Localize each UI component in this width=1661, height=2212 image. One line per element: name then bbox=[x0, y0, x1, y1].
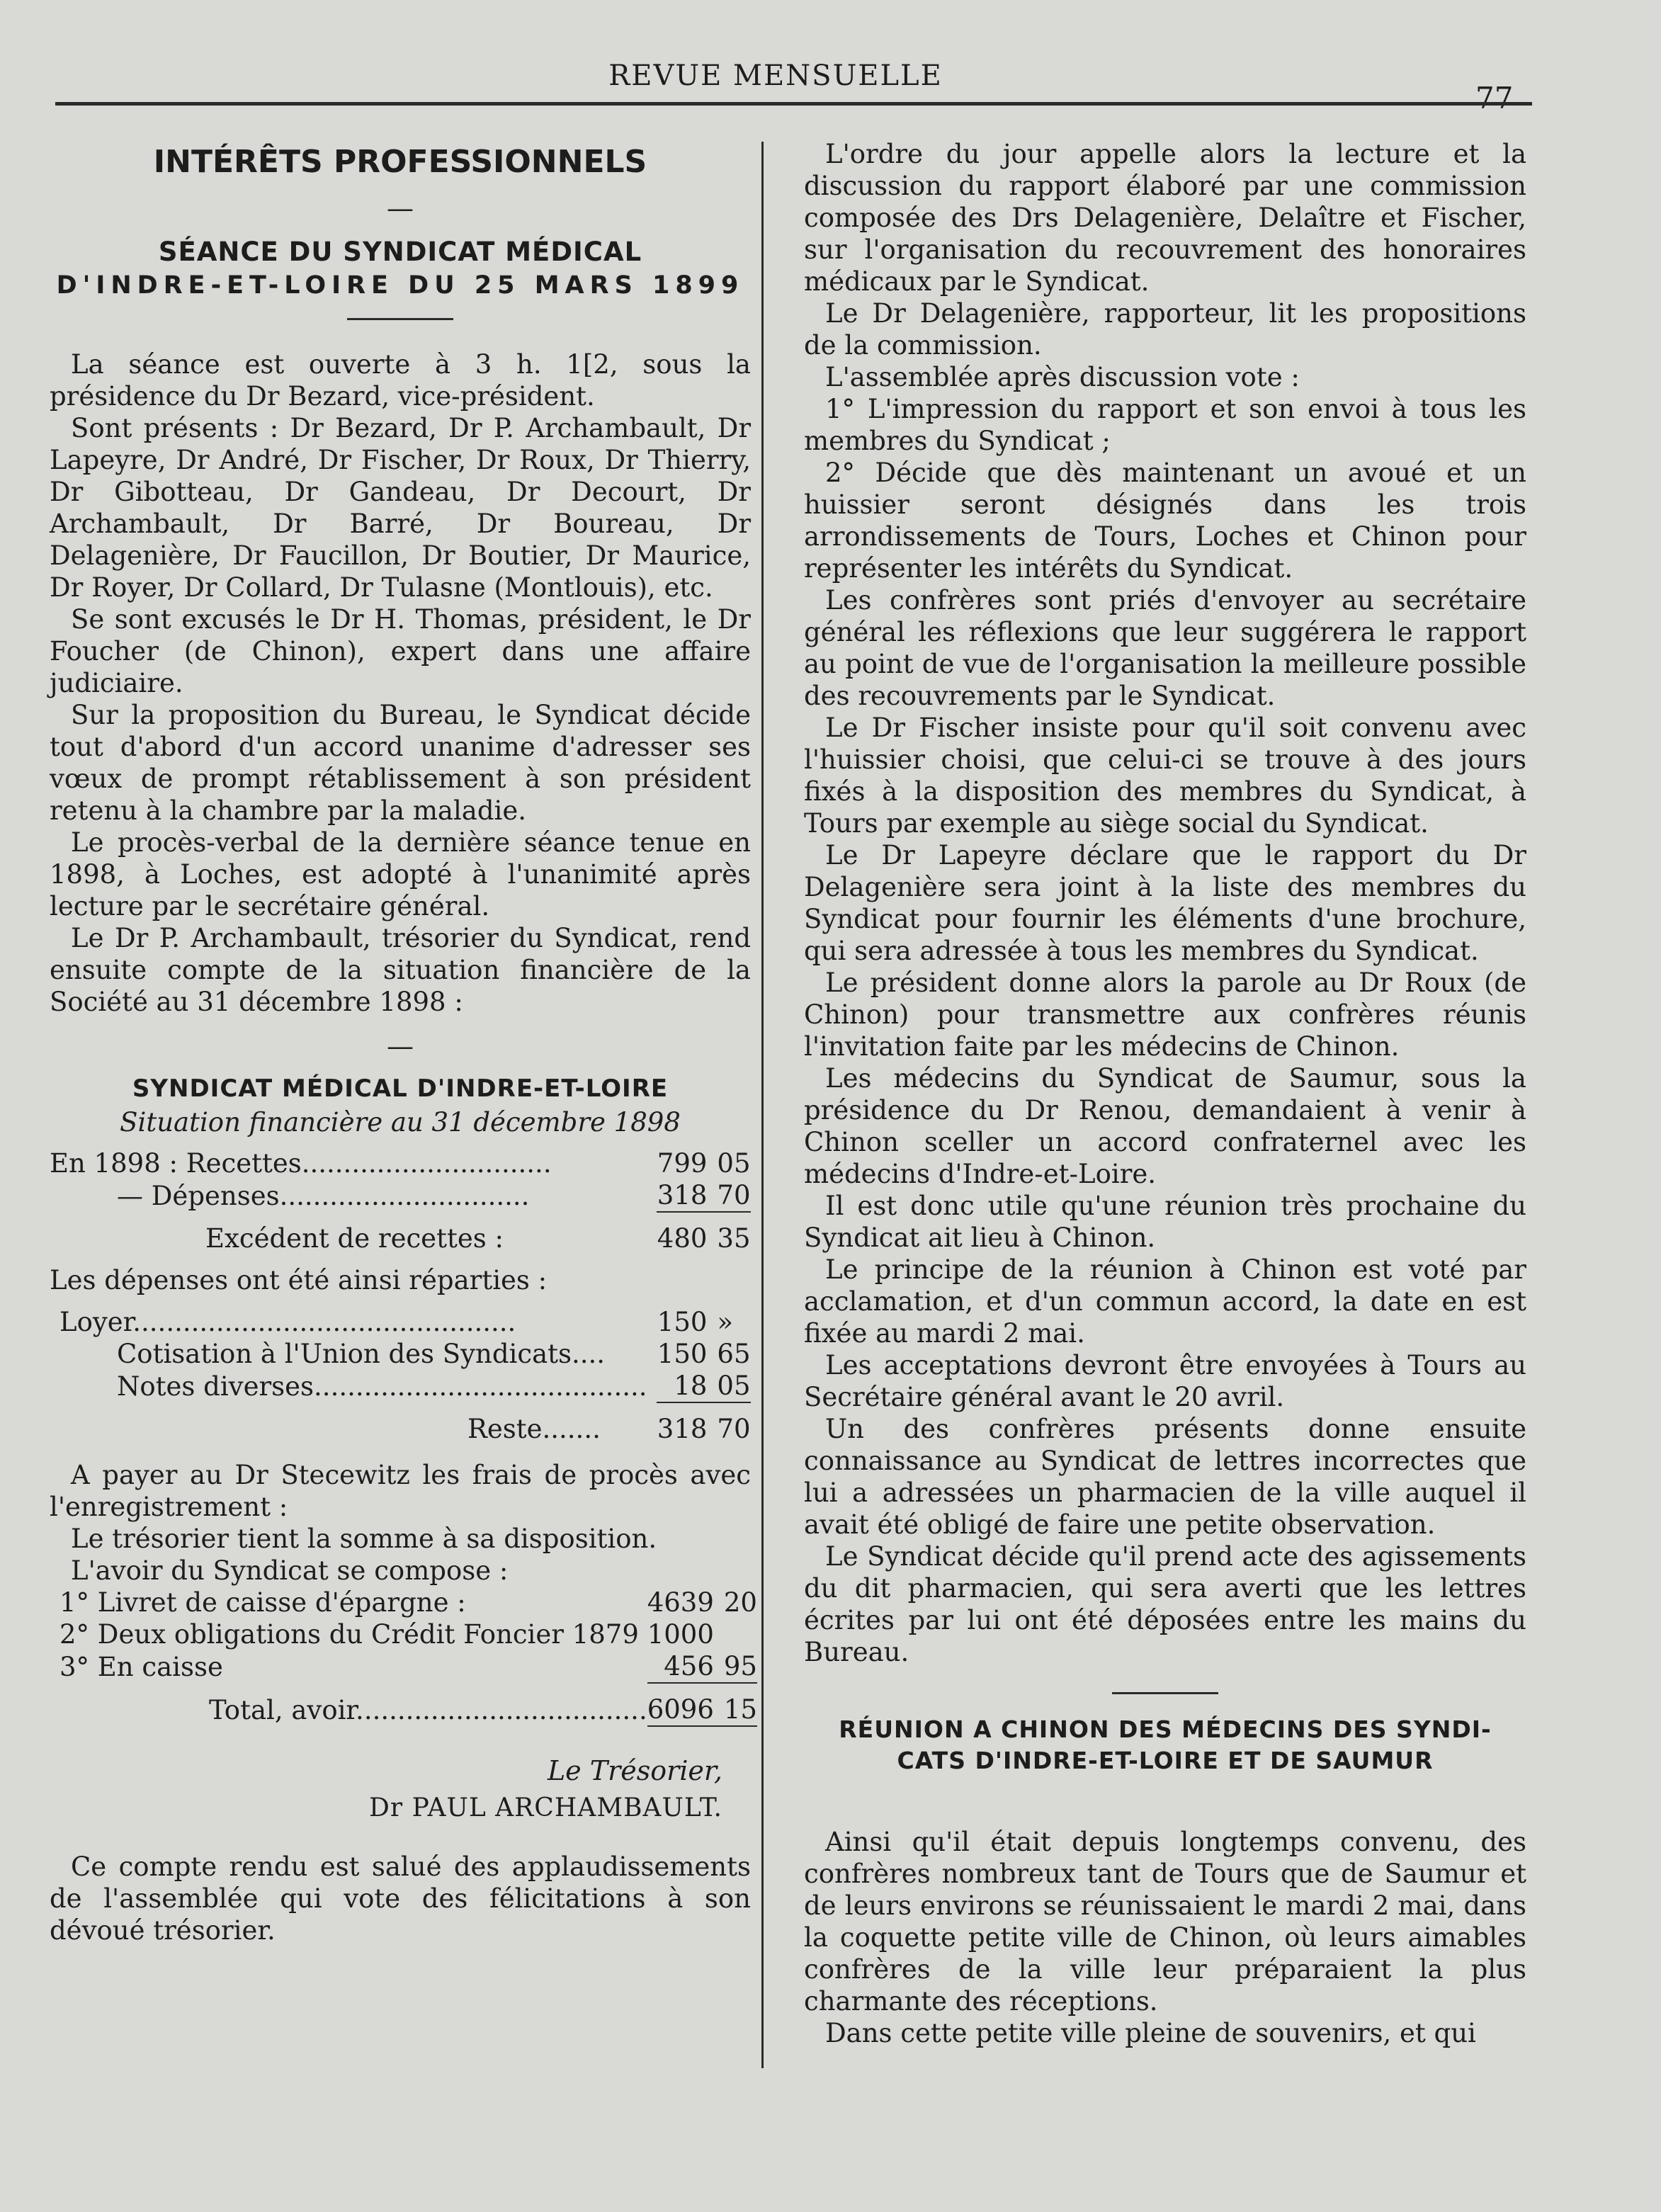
table-row bbox=[50, 1413, 751, 1445]
paragraph: A payer au Dr Stecewitz les frais de procès avec l'enregistrement : bbox=[50, 1460, 751, 1522]
signature-role: Le Trésorier, bbox=[547, 1755, 722, 1786]
paragraph: L'assemblée après discussion vote : bbox=[825, 362, 1300, 392]
caisse-francs: 456 bbox=[647, 1650, 724, 1683]
total-francs: 6096 bbox=[647, 1694, 724, 1726]
caisse-centimes: 95 bbox=[723, 1651, 757, 1681]
right-column bbox=[804, 138, 1526, 2049]
reunion-heading-line-1: RÉUNION A CHINON DES MÉDECINS DES SYNDI- bbox=[839, 1715, 1492, 1743]
recettes-label: En 1898 : Recettes.............................. bbox=[50, 1148, 552, 1179]
paragraph: Ainsi qu'il était depuis longtemps convenu, des confrères nombreux tant de Tours que de Saumur et de leurs environs se réunissaient le mardi 2 mai, dans la coquette petite ville de Chinon, où leurs aimables confrères de la ville leur préparaient la plus charmante des réceptions. bbox=[804, 1827, 1526, 2017]
paragraph: Le président donne alors la parole au Dr Roux (de Chinon) pour transmettre aux confrères réunis l'invitation faite par les médecins de Chinon. bbox=[804, 968, 1526, 1062]
title-dash: — bbox=[387, 193, 414, 224]
syndicat-heading: SYNDICAT MÉDICAL D'INDRE-ET-LOIRE bbox=[132, 1074, 669, 1103]
depenses-francs: 318 bbox=[657, 1179, 718, 1212]
cotisation-label: Cotisation à l'Union des Syndicats.... bbox=[117, 1339, 606, 1369]
session-title-line-1: SÉANCE DU SYNDICAT MÉDICAL bbox=[158, 237, 642, 267]
paragraph: Le Syndicat décide qu'il prend acte des agissements du dit pharmacien, qui sera averti que les lettres écrites par lui ont été déposées entre les mains du Bureau. bbox=[804, 1541, 1526, 1667]
excedent-centimes: 35 bbox=[717, 1223, 751, 1254]
table-row bbox=[50, 1147, 751, 1179]
paragraph: Le Dr Delagenière, rapporteur, lit les propositions de la commission. bbox=[804, 298, 1526, 361]
reunion-heading bbox=[804, 1714, 1526, 1776]
page-number: 77 bbox=[1475, 81, 1514, 115]
paragraph: Dans cette petite ville pleine de souvenirs, et qui bbox=[825, 2018, 1476, 2048]
cotisation-francs: 150 bbox=[657, 1339, 708, 1369]
reste-centimes: 70 bbox=[717, 1414, 751, 1444]
paragraph: Le Dr P. Archambault, trésorier du Syndicat, rend ensuite compte de la situation financière de la Société au 31 décembre 1898 : bbox=[50, 923, 751, 1017]
repartition-label: Les dépenses ont été ainsi réparties : bbox=[50, 1265, 548, 1295]
obligations-label: 2° Deux obligations du Crédit Foncier 1879 bbox=[59, 1619, 639, 1650]
table-row bbox=[50, 1338, 751, 1370]
left-column bbox=[50, 138, 757, 1946]
table-row bbox=[50, 1587, 757, 1618]
paragraph: Le principe de la réunion à Chinon est voté par acclamation, et d'un commun accord, la date en est fixée au mardi 2 mai. bbox=[804, 1254, 1526, 1349]
livret-label: 1° Livret de caisse d'épargne : bbox=[59, 1587, 466, 1618]
cotisation-centimes: 65 bbox=[717, 1339, 751, 1369]
livret-francs: 4639 bbox=[647, 1587, 714, 1618]
notes-centimes: 05 bbox=[717, 1371, 751, 1401]
short-rule bbox=[1112, 1692, 1218, 1694]
avoir-table bbox=[50, 1587, 757, 1727]
column-divider bbox=[761, 142, 764, 2068]
section-title: INTÉRÊTS PROFESSIONNELS bbox=[153, 144, 647, 180]
table-row bbox=[50, 1618, 757, 1650]
depenses-centimes: 70 bbox=[717, 1180, 751, 1210]
notes-label: Notes diverses........................................ bbox=[117, 1371, 647, 1402]
short-rule bbox=[347, 318, 453, 320]
livret-centimes: 20 bbox=[723, 1587, 757, 1618]
paragraph: 2° Décide que dès maintenant un avoué et un huissier seront désignés dans les trois arrondissements de Tours, Loches et Chinon pour représenter les intérêts du Syndicat. bbox=[804, 458, 1526, 584]
signature-name: Dr PAUL ARCHAMBAULT. bbox=[369, 1793, 722, 1822]
session-title-line-2: D'INDRE-ET-LOIRE DU 25 MARS 1899 bbox=[56, 271, 744, 300]
paragraph: Les confrères sont priés d'envoyer au secrétaire général les réflexions que leur suggérera le rapport au point de vue de l'organisation la meilleure possible des recouvrements par le Syndicat. bbox=[804, 585, 1526, 711]
notes-francs: 18 bbox=[657, 1370, 718, 1402]
excedent-label: Excédent de recettes : bbox=[205, 1223, 504, 1254]
loyer-francs: 150 bbox=[657, 1307, 708, 1337]
obligations-francs: 1000 bbox=[647, 1619, 714, 1650]
table-row bbox=[50, 1694, 757, 1726]
financial-table bbox=[50, 1147, 751, 1445]
obligations-centimes bbox=[724, 1618, 757, 1650]
paragraph: Le trésorier tient la somme à sa disposition. bbox=[71, 1524, 657, 1554]
reste-label: Reste....... bbox=[467, 1414, 601, 1444]
table-row bbox=[50, 1223, 751, 1254]
table-row bbox=[50, 1650, 757, 1683]
paragraph: Le procès-verbal de la dernière séance tenue en 1898, à Loches, est adopté à l'unanimité après lecture par le secrétaire général. bbox=[50, 827, 751, 921]
recettes-francs: 799 bbox=[657, 1148, 708, 1179]
paragraph: 1° L'impression du rapport et son envoi à tous les membres du Syndicat ; bbox=[804, 394, 1526, 456]
paragraph: L'ordre du jour appelle alors la lecture et la discussion du rapport élaboré par une commission composée des Drs Delagenière, Delaître et Fischer, sur l'organisation du recouvrement des honoraires médicaux par le Syndicat. bbox=[804, 139, 1526, 297]
paragraph: Le Dr Lapeyre déclare que le rapport du Dr Delagenière sera joint à la liste des membres du Syndicat pour fournir les éléments d'une brochure, qui sera adressée à tous les membres du Syndicat. bbox=[804, 840, 1526, 966]
paragraph: Sur la proposition du Bureau, le Syndicat décide tout d'abord d'un accord unanime d'adresser ses vœux de prompt rétablissement à son président retenu à la chambre par la maladie. bbox=[50, 700, 751, 826]
reunion-heading-line-2: CATS D'INDRE-ET-LOIRE ET DE SAUMUR bbox=[897, 1747, 1434, 1774]
total-label: Total, avoir................................... bbox=[209, 1695, 647, 1725]
table-row bbox=[50, 1179, 751, 1212]
paragraph: L'avoir du Syndicat se compose : bbox=[71, 1555, 509, 1586]
header-rule bbox=[55, 102, 1532, 106]
paragraph: Le Dr Fischer insiste pour qu'il soit convenu avec l'huissier choisi, que celui-ci se trouve à des jours fixés à la disposition des membres du Syndicat, à Tours par exemple au siège social du Syndicat. bbox=[804, 713, 1526, 839]
table-row bbox=[50, 1306, 751, 1338]
paragraph: Ce compte rendu est salué des applaudissements de l'assemblée qui vote des félicitations à son dévoué trésorier. bbox=[50, 1851, 751, 1946]
running-title: REVUE MENSUELLE bbox=[608, 59, 943, 92]
total-centimes: 15 bbox=[723, 1694, 757, 1725]
paragraph: Un des confrères présents donne ensuite connaissance au Syndicat de lettres incorrectes que lui a adressées un pharmacien de la ville auquel il avait été obligé de faire une petite observation. bbox=[804, 1414, 1526, 1540]
loyer-label: Loyer.............................................. bbox=[59, 1307, 516, 1337]
depenses-label: — Dépenses.............................. bbox=[117, 1181, 530, 1211]
paragraph: Il est donc utile qu'une réunion très prochaine du Syndicat ait lieu à Chinon. bbox=[804, 1191, 1526, 1253]
caisse-label: 3° En caisse bbox=[59, 1652, 223, 1682]
excedent-francs: 480 bbox=[657, 1223, 708, 1254]
situation-heading: Situation financière au 31 décembre 1898 bbox=[120, 1107, 681, 1138]
table-row bbox=[50, 1264, 751, 1296]
paragraph: Sont présents : Dr Bezard, Dr P. Archambault, Dr Lapeyre, Dr André, Dr Fischer, Dr Roux, Dr Thierry, Dr Gibotteau, Dr Gandeau, Dr Decourt, Dr Archambault, Dr Barré, Dr Boureau, Dr Delagenière, Dr Faucillon, Dr Boutier, Dr Maurice, Dr Royer, Dr Collard, Dr Tulasne (Montlouis), etc. bbox=[50, 413, 751, 603]
paragraph: Les médecins du Syndicat de Saumur, sous la présidence du Dr Renou, demandaient à venir à Chinon sceller un accord confraternel avec les médecins d'Indre-et-Loire. bbox=[804, 1063, 1526, 1189]
reste-francs: 318 bbox=[657, 1414, 708, 1444]
section-dash: — bbox=[387, 1031, 414, 1062]
loyer-centimes: » bbox=[717, 1307, 734, 1337]
recettes-centimes: 05 bbox=[717, 1148, 751, 1179]
paragraph: Se sont excusés le Dr H. Thomas, président, le Dr Foucher (de Chinon), expert dans une affaire judiciaire. bbox=[50, 604, 751, 698]
table-row bbox=[50, 1370, 751, 1402]
paragraph: Les acceptations devront être envoyées à Tours au Secrétaire général avant le 20 avril. bbox=[804, 1350, 1526, 1412]
paragraph: La séance est ouverte à 3 h. 1[2, sous la présidence du Dr Bezard, vice-président. bbox=[50, 349, 751, 412]
